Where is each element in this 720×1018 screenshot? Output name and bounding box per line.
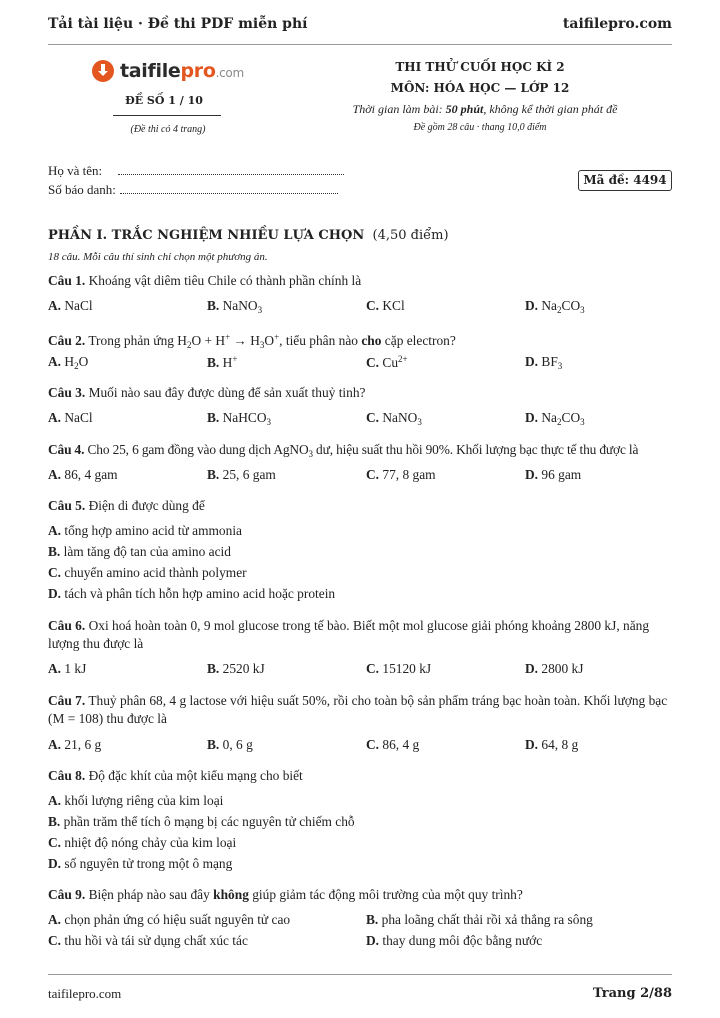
question-3: Câu 3. Muối nào sau đây được dùng để sản xuất thuỷ tinh? <box>48 385 366 400</box>
exam-title: THI THỬ CUỐI HỌC KÌ 2 <box>395 60 565 74</box>
student-id-label: Số báo danh: <box>48 182 116 197</box>
option-b[interactable]: B. pha loãng chất thải rồi xả thẳng ra sông <box>366 912 593 927</box>
exam-number: ĐỀ SỐ 1 / 10 <box>125 94 203 107</box>
option-c[interactable]: C. nhiệt độ nóng chảy của kim loại <box>48 835 237 850</box>
exam-time: Thời gian làm bài: 50 phút, không kể thời gian phát đề <box>352 102 618 116</box>
student-name-field[interactable] <box>48 163 344 179</box>
option-c[interactable]: C. chuyển amino acid thành polymer <box>48 565 247 580</box>
option-d[interactable]: D. thay dung môi độc bằng nước <box>366 933 543 948</box>
exam-info: Đề gồm 28 câu · thang 10,0 điểm <box>413 122 547 133</box>
option-a[interactable]: A. 1 kJ <box>48 661 87 676</box>
page-number: Trang 2/88 <box>593 986 672 1001</box>
footer-site-link[interactable]: taifilepro.com <box>48 986 122 1001</box>
question-2-options <box>48 354 673 372</box>
student-name-line[interactable] <box>118 165 344 175</box>
option-b[interactable]: B. làm tăng độ tan của amino acid <box>48 544 231 559</box>
header-divider <box>48 44 672 45</box>
question-4-options <box>48 467 673 485</box>
option-a[interactable]: A. $H_2O$ <box>48 354 89 371</box>
option-c[interactable]: C. 86, 4 g <box>366 737 420 752</box>
page-footer <box>48 986 672 1002</box>
option-d[interactable]: D. 2800 kJ <box>525 661 584 676</box>
download-icon <box>92 60 114 82</box>
question-5: Câu 5. Điện di được dùng để <box>48 498 205 513</box>
question-4: Câu 4. Cho 25, 6 gam đồng vào dung dịch AgNO$_3$ dư, hiệu suất thu hồi 90%. Khối lượng bạc thực tế thu được là <box>48 442 639 459</box>
option-d[interactable]: D. $Na_2CO_3$ <box>525 410 585 427</box>
option-a[interactable]: A. 21, 6 g <box>48 737 102 752</box>
header-left-text: Tải tài liệu · Đề thi PDF miễn phí <box>48 16 308 32</box>
question-2: Câu 2. Trong phản ứng $H_2O + H^+ \to H_3O^+$, tiểu phân nào cho cặp electron? <box>48 332 456 350</box>
header-site-link[interactable]: taifilepro.com <box>562 16 672 32</box>
option-b[interactable]: B. 2520 kJ <box>207 661 265 676</box>
question-7-options <box>48 737 673 755</box>
part-title: PHẦN I. TRẮC NGHIỆM NHIỀU LỰA CHỌN (4,50 điểm) <box>48 228 449 243</box>
option-b[interactable]: B. NaNO$_3$ <box>207 298 263 315</box>
option-a[interactable]: A. chọn phản ứng có hiệu suất nguyên tử cao <box>48 912 291 927</box>
option-c[interactable]: C. NaNO$_3$ <box>366 410 422 427</box>
question-6-options <box>48 661 673 679</box>
footer-divider <box>48 974 672 975</box>
question-9: Câu 9. Biện pháp nào sau đây không giúp giảm tác động môi trường của một quy trình? <box>48 887 523 902</box>
option-b[interactable]: B. phần trăm thể tích ô mạng bị các nguyên tử chiếm chỗ <box>48 814 355 829</box>
option-d[interactable]: D. $BF_3$ <box>525 354 563 371</box>
option-d[interactable]: D. 96 gam <box>525 467 582 482</box>
option-b[interactable]: B. 25, 6 gam <box>207 467 276 482</box>
option-a[interactable]: A. 86, 4 gam <box>48 467 118 482</box>
option-c[interactable]: C. KCl <box>366 298 405 313</box>
question-8: Câu 8. Độ đặc khít của một kiểu mạng cho biết <box>48 768 303 783</box>
option-d[interactable]: D. tách và phân tích hỗn hợp amino acid hoặc protein <box>48 586 336 601</box>
question-1-options <box>48 298 673 316</box>
option-b[interactable]: B. 0, 6 g <box>207 737 253 752</box>
question-3-options <box>48 410 673 428</box>
student-id-line[interactable] <box>120 184 338 194</box>
option-b[interactable]: B. H+ <box>207 354 238 370</box>
option-d[interactable]: D. $Na_2CO_3$ <box>525 298 585 315</box>
option-c[interactable]: C. $Cu^{2+}$ <box>366 354 408 370</box>
option-a[interactable]: A. khối lượng riêng của kim loại <box>48 793 224 808</box>
option-c[interactable]: C. 77, 8 gam <box>366 467 436 482</box>
question-1: Câu 1. Khoáng vật diêm tiêu Chile có thành phần chính là <box>48 273 362 288</box>
option-b[interactable]: B. NaHCO$_3$ <box>207 410 272 427</box>
exam-number-divider <box>113 115 221 116</box>
option-a[interactable]: A. tổng hợp amino acid từ ammonia <box>48 523 242 538</box>
question-6: Câu 6. Oxi hoá hoàn toàn 0, 9 mol glucose trong tế bào. Biết một mol glucose giải phóng khoảng 2800 kJ, năng lượng thu được là <box>48 618 650 651</box>
option-c[interactable]: C. 15120 kJ <box>366 661 432 676</box>
exam-code-box: Mã đề: 4494 <box>578 170 672 191</box>
option-d[interactable]: D. số nguyên tử trong một ô mạng <box>48 856 233 871</box>
option-d[interactable]: D. 64, 8 g <box>525 737 579 752</box>
student-name-label: Họ và tên: <box>48 163 103 178</box>
question-7: Câu 7. Thuỷ phân 68, 4 g lactose với hiệu suất 50%, rồi cho toàn bộ sản phẩm tráng bạc hoàn toàn. Khối lượng bạc (M = 108) thu được là <box>48 693 668 726</box>
option-a[interactable]: A. NaCl <box>48 298 93 313</box>
option-a[interactable]: A. NaCl <box>48 410 93 425</box>
page-header <box>48 12 672 36</box>
logo-wordmark: taifilepro.com <box>120 60 244 82</box>
site-logo[interactable] <box>92 60 244 82</box>
student-id-field[interactable] <box>48 182 338 198</box>
option-c[interactable]: C. thu hồi và tái sử dụng chất xúc tác <box>48 933 248 948</box>
exam-page-count: (Đề thi có 4 trang) <box>130 124 206 135</box>
part-note: 18 câu. Mỗi câu thí sinh chỉ chọn một phương án. <box>48 251 268 263</box>
exam-subject: MÔN: HÓA HỌC — LỚP 12 <box>390 81 570 95</box>
